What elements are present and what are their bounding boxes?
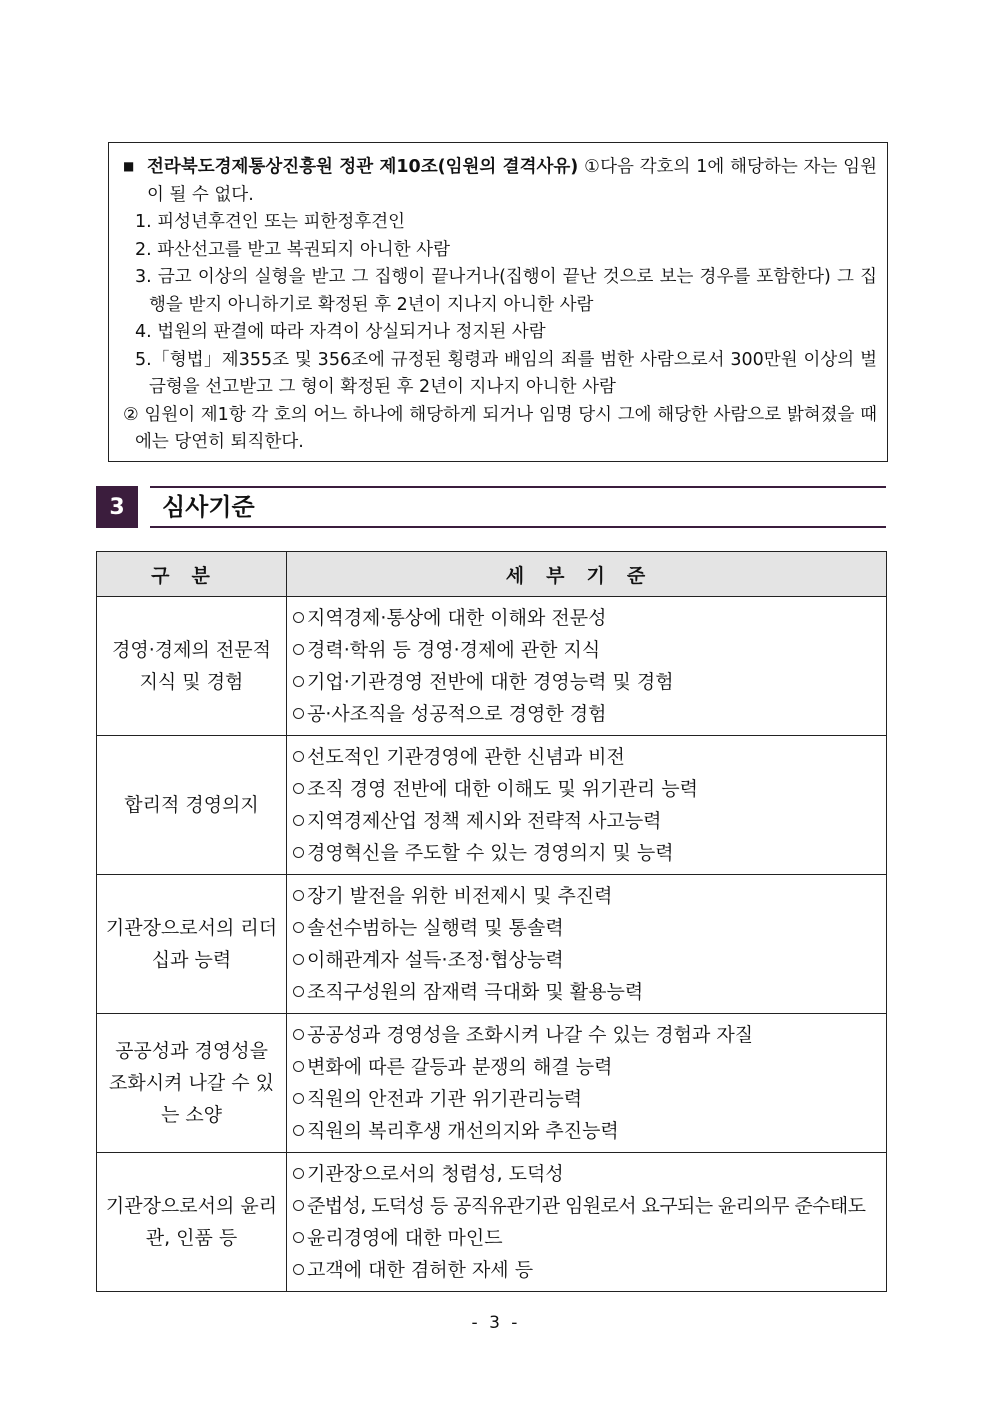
table-row: [97, 597, 887, 736]
page-number: - 3 -: [471, 1313, 521, 1333]
table-row: [97, 875, 887, 1014]
detail-item: 솔선수범하는 실행력 및 통솔력: [291, 912, 886, 944]
detail-item: 조직구성원의 잠재력 극대화 및 활용능력: [291, 976, 886, 1008]
section-title: 심사기준: [150, 486, 886, 528]
row-details: [287, 875, 887, 1014]
header-category: 구분: [97, 552, 287, 597]
circle-bullet-icon: [293, 1232, 304, 1243]
row-category: 경영·경제의 전문적 지식 및 경험: [97, 597, 287, 736]
table-header-row: [97, 552, 887, 597]
circle-bullet-icon: [293, 1093, 304, 1104]
circle-bullet-icon: [293, 1200, 304, 1211]
circle-bullet-icon: [293, 847, 304, 858]
regulation-item-5: 5.「형법」제355조 및 356조에 규정된 횡령과 배임의 죄를 범한 사람으로서 300만원 이상의 벌금형을 선고받고 그 형이 확정된 후 2년이 지나지 아니한 사람: [135, 349, 877, 397]
row-details: [287, 597, 887, 736]
row-details: [287, 1014, 887, 1153]
regulation-item-2: 2. 파산선고를 받고 복권되지 아니한 사람: [135, 239, 450, 260]
row-category: 공공성과 경영성을 조화시켜 나갈 수 있는 소양: [97, 1014, 287, 1153]
detail-item: 고객에 대한 겸허한 자세 등: [291, 1254, 886, 1286]
regulation-item-4: 4. 법원의 판결에 따라 자격이 상실되거나 정지된 사람: [135, 322, 546, 342]
detail-item: 직원의 안전과 기관 위기관리능력: [291, 1083, 886, 1115]
detail-item: 선도적인 기관경영에 관한 신념과 비전: [291, 741, 886, 773]
header-details: 세부기준: [287, 552, 887, 597]
circle-bullet-icon: [293, 1125, 304, 1136]
circle-bullet-icon: [293, 986, 304, 997]
detail-item: 기업·기관경영 전반에 대한 경영능력 및 경험: [291, 666, 886, 698]
row-details: [287, 736, 887, 875]
row-category: 기관장으로서의 리더십과 능력: [97, 875, 287, 1014]
detail-item: 공공성과 경영성을 조화시켜 나갈 수 있는 경험과 자질: [291, 1019, 886, 1051]
detail-item: 변화에 따른 갈등과 분쟁의 해결 능력: [291, 1051, 886, 1083]
table-row: [97, 1014, 887, 1153]
detail-item: 공·사조직을 성공적으로 경영한 경험: [291, 698, 886, 730]
circle-bullet-icon: [293, 612, 304, 623]
regulation-intro: ①다음 각호의 1에 해당하는 자는 임원이 될 수 없다.: [147, 157, 877, 205]
table-row: [97, 1153, 887, 1292]
row-category: 기관장으로서의 윤리관, 인품 등: [97, 1153, 287, 1292]
detail-item: 지역경제산업 정책 제시와 전략적 사고능력: [291, 805, 886, 837]
regulation-title: 전라북도경제통상진흥원 정관 제10조(임원의 결격사유): [147, 157, 579, 177]
row-details: [287, 1153, 887, 1292]
detail-item: 직원의 복리후생 개선의지와 추진능력: [291, 1115, 886, 1147]
row-category: 합리적 경영의지: [97, 736, 287, 875]
circle-bullet-icon: [293, 751, 304, 762]
detail-item: 경영혁신을 주도할 수 있는 경영의지 및 능력: [291, 837, 886, 869]
table-row: [97, 736, 887, 875]
criteria-table: [96, 551, 887, 1292]
circle-bullet-icon: [293, 954, 304, 965]
regulation-lead: [123, 153, 877, 209]
circle-bullet-icon: [293, 783, 304, 794]
circle-bullet-icon: [293, 644, 304, 655]
detail-item: 경력·학위 등 경영·경제에 관한 지식: [291, 634, 886, 666]
detail-item: 지역경제·통상에 대한 이해와 전문성: [291, 602, 886, 634]
regulation-box: [108, 142, 888, 462]
circle-bullet-icon: [293, 1264, 304, 1275]
circle-bullet-icon: [293, 815, 304, 826]
detail-item: 준법성, 도덕성 등 공직유관기관 임원로서 요구되는 윤리의무 준수태도: [291, 1190, 886, 1222]
circle-bullet-icon: [293, 1061, 304, 1072]
circle-bullet-icon: [293, 1168, 304, 1179]
circle-bullet-icon: [293, 1029, 304, 1040]
section-number: 3: [96, 486, 138, 528]
circle-bullet-icon: [293, 676, 304, 687]
detail-item: 기관장으로서의 청렴성, 도덕성: [291, 1158, 886, 1190]
circle-bullet-icon: [293, 922, 304, 933]
detail-item: 장기 발전을 위한 비전제시 및 추진력: [291, 880, 886, 912]
detail-item: 조직 경영 전반에 대한 이해도 및 위기관리 능력: [291, 773, 886, 805]
regulation-item-3: 3. 금고 이상의 실형을 받고 그 집행이 끝나거나(집행이 끝난 것으로 보는 경우를 포함한다) 그 집행을 받지 아니하기로 확정된 후 2년이 지나지 아니한 사람: [135, 267, 877, 315]
regulation-clause-2: ② 임원이 제1항 각 호의 어느 하나에 해당하게 되거나 임명 당시 그에 해당한 사람으로 밝혀졌을 때에는 당연히 퇴직한다.: [123, 404, 877, 452]
square-bullet-icon: ■: [123, 159, 135, 173]
regulation-item-1: 1. 피성년후견인 또는 피한정후견인: [135, 212, 406, 232]
circle-bullet-icon: [293, 890, 304, 901]
detail-item: 이해관계자 설득·조정·협상능력: [291, 944, 886, 976]
detail-item: 윤리경영에 대한 마인드: [291, 1222, 886, 1254]
circle-bullet-icon: [293, 708, 304, 719]
